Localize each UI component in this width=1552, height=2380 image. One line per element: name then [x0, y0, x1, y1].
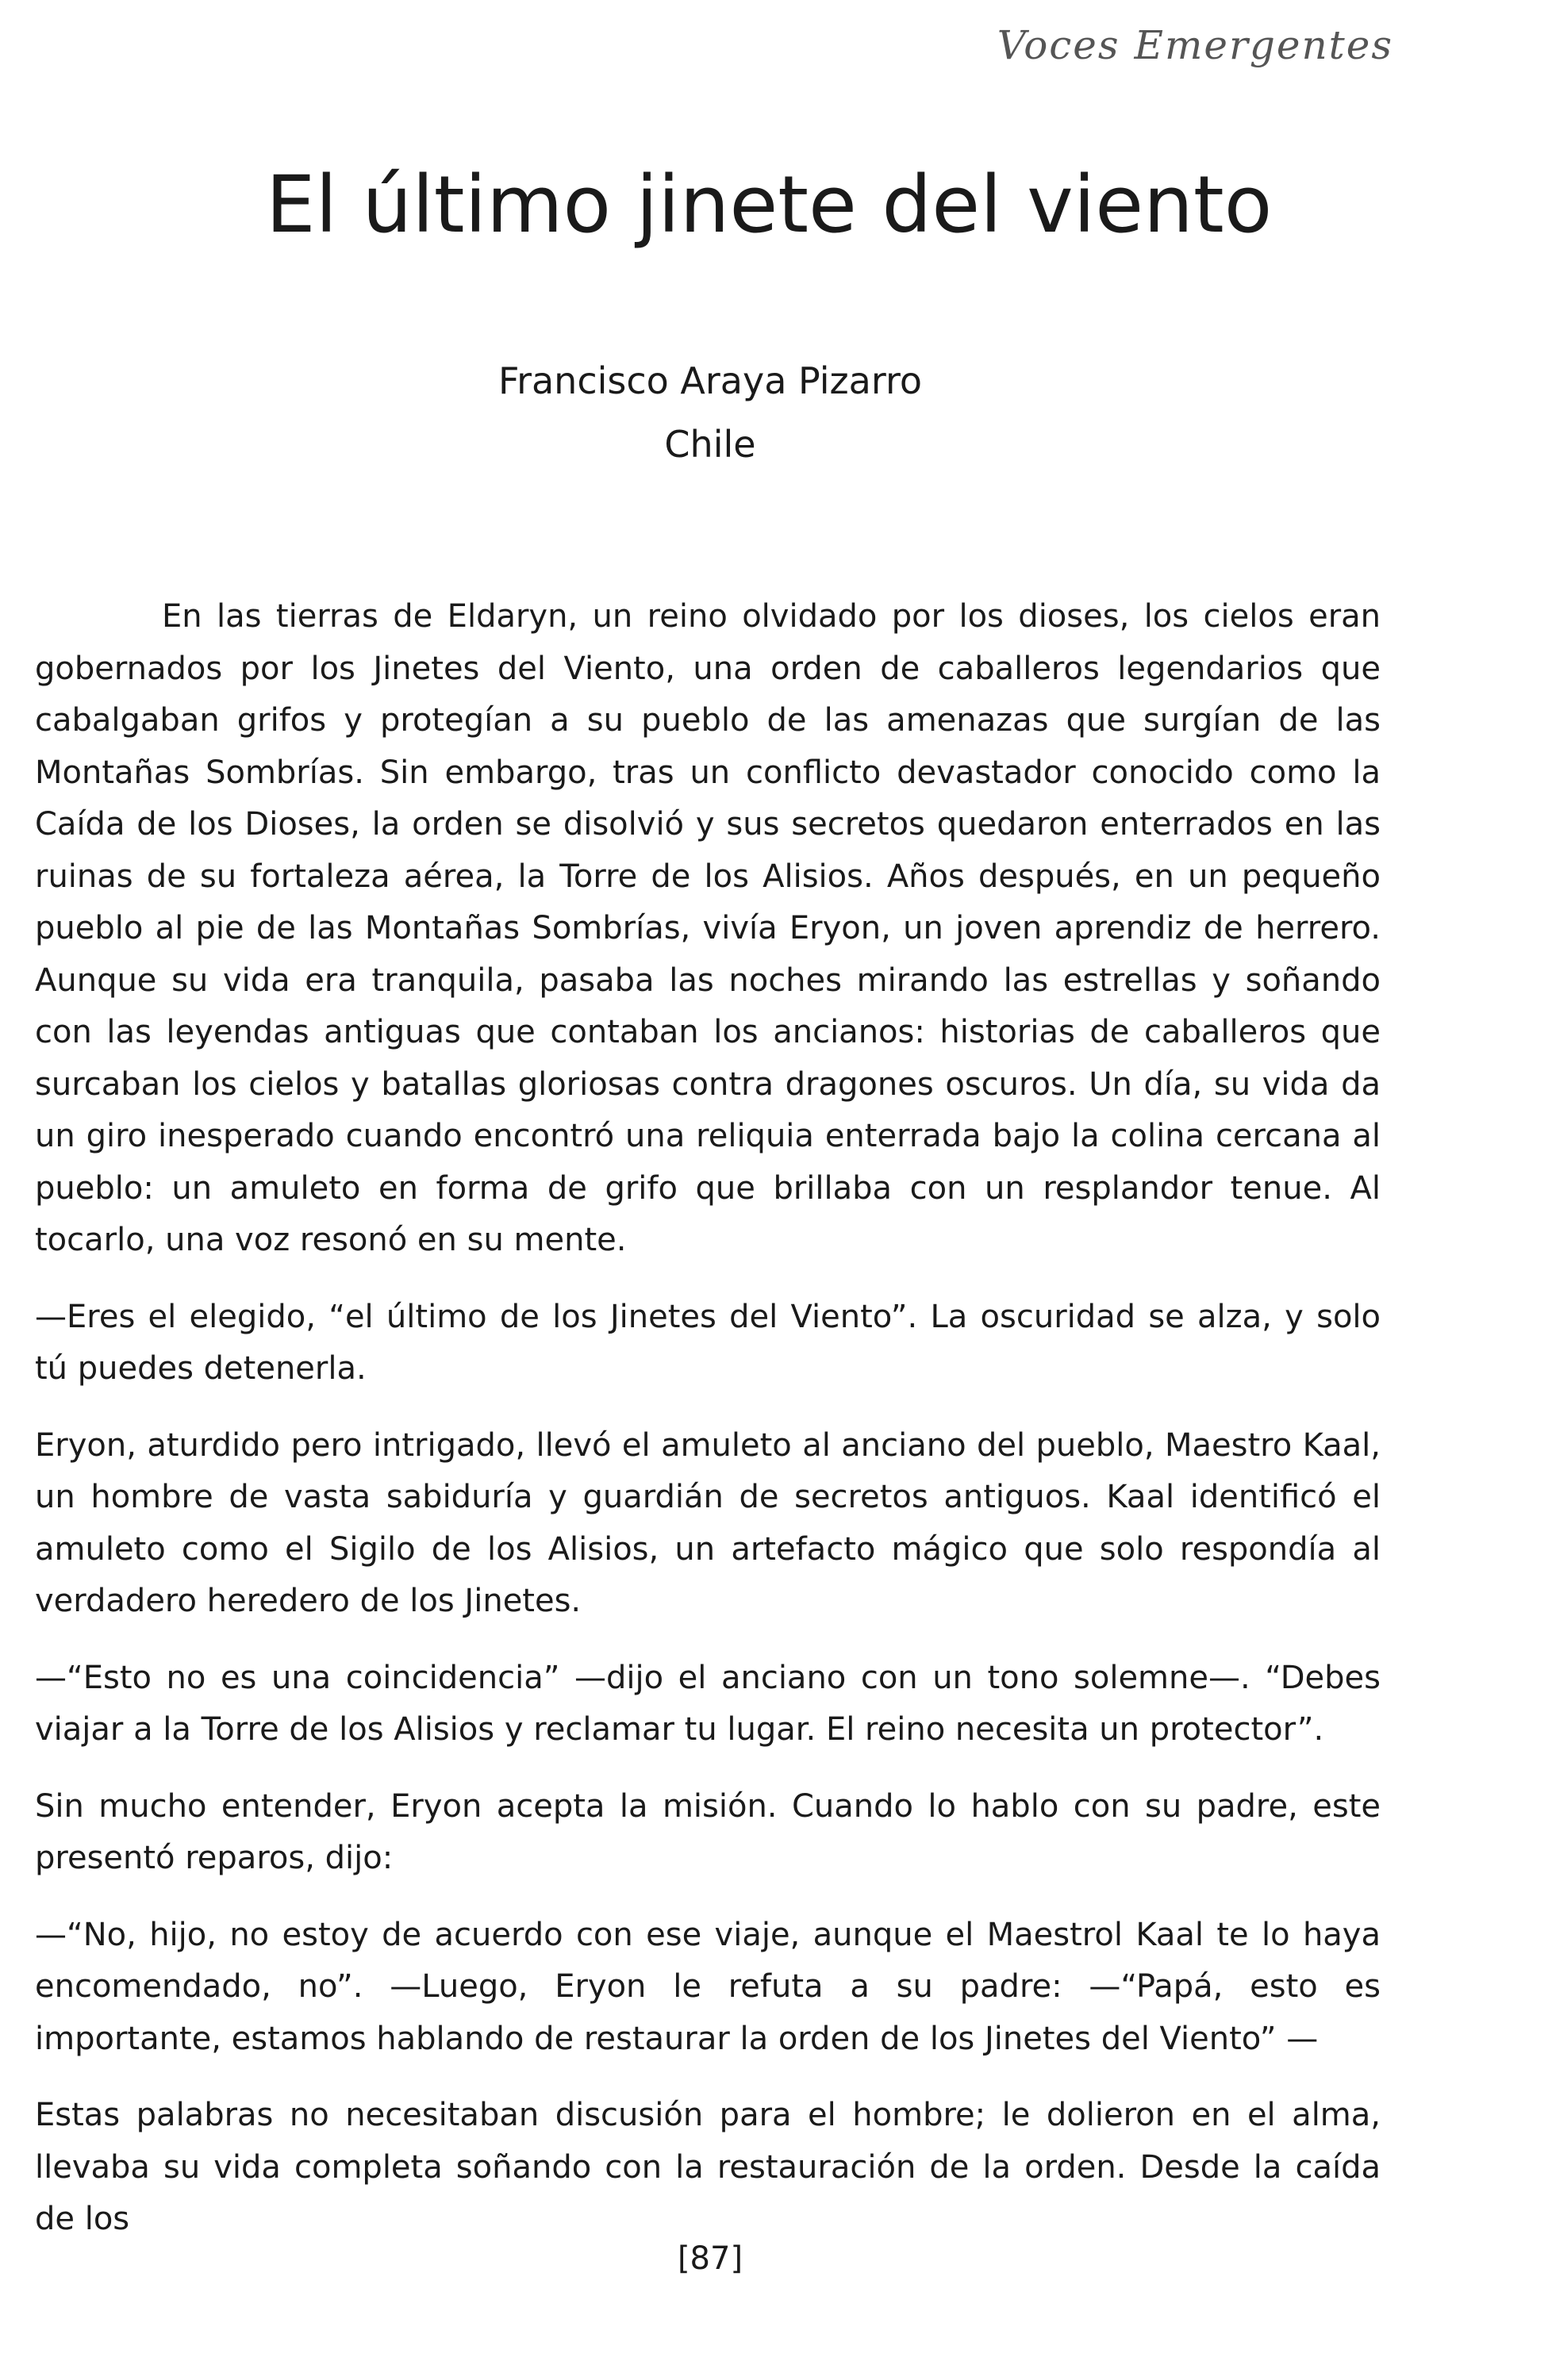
- paragraph: —“Esto no es una coincidencia” —dijo el anciano con un tono solemne—. “Debes viajar a la Torre de los Alisios y reclamar tu lugar. El reino necesita un protector”.: [35, 1659, 1381, 1748]
- story-body: [35, 591, 1381, 2271]
- paragraph: En las tierras de Eldaryn, un reino olvidado por los dioses, los cielos eran gobernados por los Jinetes del Viento, una orden de caballeros legendarios que cabalgaban grifos y protegían a su pueblo de las amenazas que surgían de las Montañas Sombrías. Sin embargo, tras un conflicto devastador conocido como la Caída de los Dioses, la orden se disolvió y sus secretos quedaron enterrados en las ruinas de su fortaleza aérea, la Torre de los Alisios. Años después, en un pequeño pueblo al pie de las Montañas Sombrías, vivía Eryon, un joven aprendiz de herrero. Aunque su vida era tranquila, pasaba las noches mirando las estrellas y soñando con las leyendas antiguas que contaban los ancianos: historias de caballeros que surcaban los cielos y batallas gloriosas contra dragones oscuros. Un día, su vida da un giro inesperado cuando encontró una reliquia enterrada bajo la colina cercana al pueblo: un amuleto en forma de grifo que brillaba con un resplandor tenue. Al tocarlo, una voz resonó en su mente.: [35, 598, 1381, 1258]
- story-title: El último jinete del viento: [266, 159, 1273, 251]
- page-number: [87]: [677, 2240, 743, 2277]
- author-name: Francisco Araya Pizarro: [497, 359, 923, 402]
- paragraph: —“No, hijo, no estoy de acuerdo con ese viaje, aunque el Maestrol Kaal te lo haya encomendado, no”. —Luego, Eryon le refuta a su padre: —“Papá, esto es importante, estamos hablando de restaurar la orden de los Jinetes del Viento” —: [35, 1916, 1381, 2057]
- paragraph: Sin mucho entender, Eryon acepta la misión. Cuando lo hablo con su padre, este presentó reparos, dijo:: [35, 1787, 1381, 1876]
- paragraph: Eryon, aturdido pero intrigado, llevó el amuleto al anciano del pueblo, Maestro Kaal, un hombre de vasta sabiduría y guardián de secretos antiguos. Kaal identificó el amuleto como el Sigilo de los Alisios, un artefacto mágico que solo respondía al verdadero heredero de los Jinetes.: [35, 1426, 1381, 1619]
- paragraph: Estas palabras no necesitaban discusión para el hombre; le dolieron en el alma, llevaba su vida completa soñando con la restauración de la orden. Desde la caída de los: [35, 2097, 1381, 2237]
- publication-header: Voces Emergentes: [997, 22, 1393, 68]
- author-country: Chile: [664, 423, 756, 466]
- paragraph: —Eres el elegido, “el último de los Jinetes del Viento”. La oscuridad se alza, y solo tú puedes detenerla.: [35, 1298, 1381, 1387]
- byline: [0, 349, 1420, 476]
